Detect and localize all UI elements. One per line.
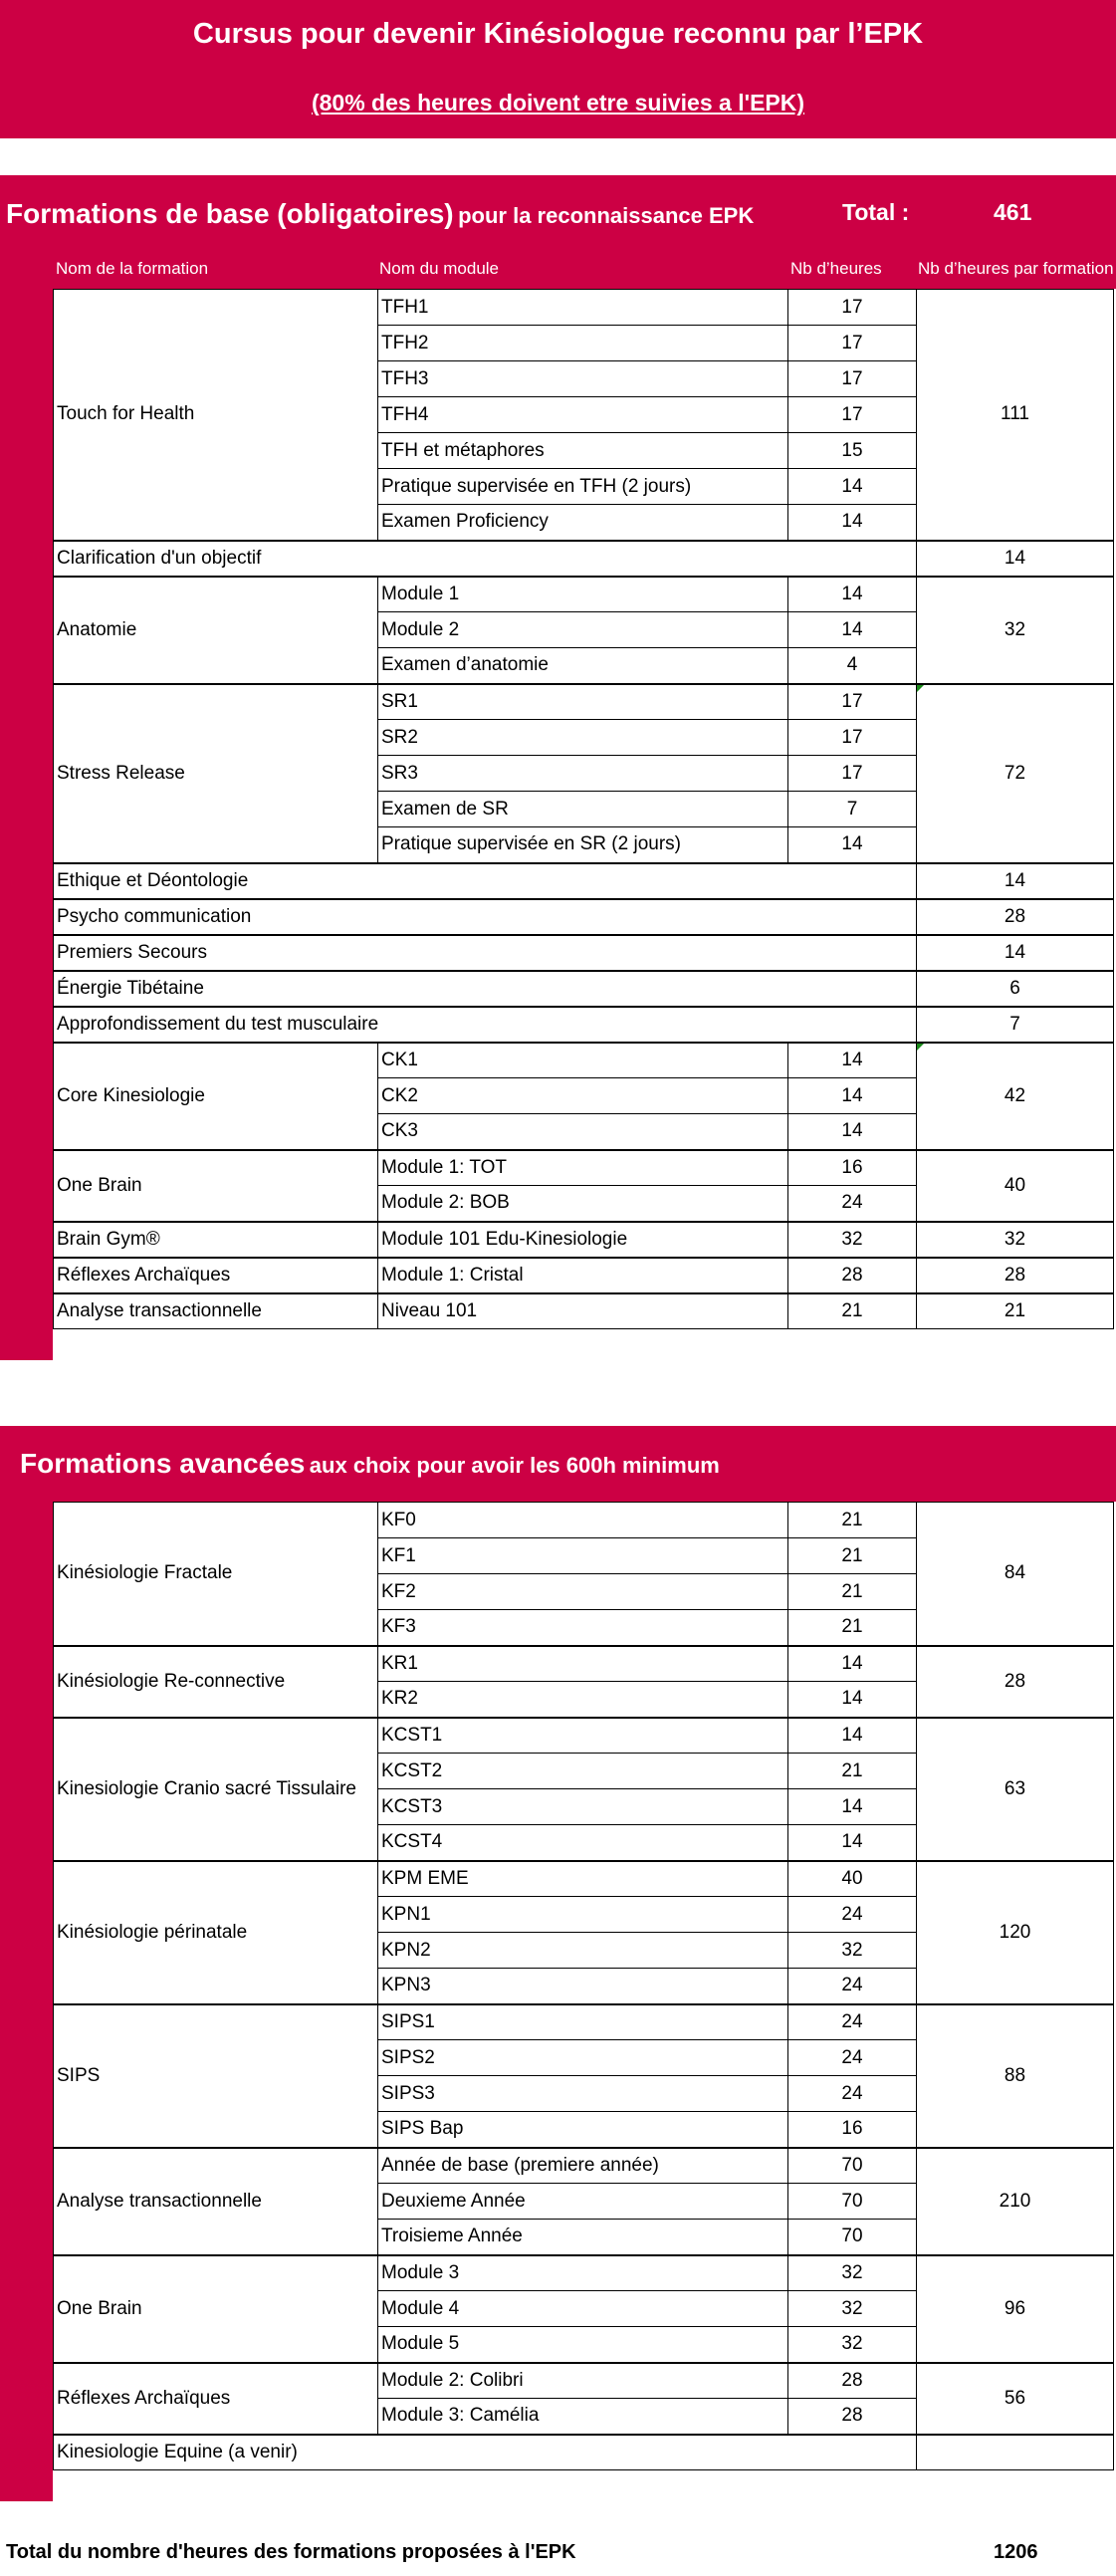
module-name: SR3 <box>378 756 788 792</box>
footer-total-value: 1206 <box>994 2541 1038 2563</box>
advanced-section-title <box>20 1448 720 1480</box>
footer-total-label: Total du nombre d'heures des formations proposées à l'EPK <box>6 2541 576 2563</box>
module-name: Module 1: Cristal <box>378 1258 788 1293</box>
module-hours: 15 <box>788 433 917 469</box>
formation-total: 111 <box>917 290 1114 541</box>
advanced-section <box>0 1426 1116 2501</box>
module-name: CK3 <box>378 1114 788 1150</box>
module-hours: 21 <box>788 1293 917 1329</box>
module-name: TFH3 <box>378 361 788 397</box>
formation-total: 84 <box>917 1503 1114 1646</box>
table-row <box>54 541 1114 577</box>
module-hours: 16 <box>788 2112 917 2148</box>
module-name: KF2 <box>378 1574 788 1610</box>
module-hours: 24 <box>788 2004 917 2040</box>
module-hours: 17 <box>788 290 917 326</box>
formation-total: 120 <box>917 1861 1114 2004</box>
module-name: KF1 <box>378 1538 788 1574</box>
formation-total: 210 <box>917 2148 1114 2255</box>
module-hours: 14 <box>788 612 917 648</box>
formation-total: 28 <box>917 1258 1114 1293</box>
module-name: Module 1: TOT <box>378 1150 788 1186</box>
module-hours: 14 <box>788 505 917 541</box>
formation-name: SIPS <box>54 2004 378 2148</box>
module-name: SIPS2 <box>378 2040 788 2076</box>
formation-name: Réflexes Archaïques <box>54 1258 378 1293</box>
module-hours: 14 <box>788 1078 917 1114</box>
module-hours: 14 <box>788 1114 917 1150</box>
module-hours: 21 <box>788 1754 917 1789</box>
table-row <box>54 1293 1114 1329</box>
formation-total: 32 <box>917 1222 1114 1258</box>
page-title: Cursus pour devenir Kinésiologue reconnu par l’EPK <box>192 18 924 50</box>
col-header-hours-per-formation: Nb d’heures par formation <box>918 259 1114 278</box>
page-subtitle: (80% des heures doivent etre suivies a l'EPK) <box>311 90 805 116</box>
formation-total: 14 <box>917 541 1114 577</box>
module-hours: 21 <box>788 1503 917 1538</box>
advanced-title-bold: Formations avancées <box>20 1448 306 1479</box>
module-name: TFH2 <box>378 326 788 361</box>
table-row <box>54 1718 1114 1754</box>
module-hours: 32 <box>788 1933 917 1969</box>
formation-name: Analyse transactionnelle <box>54 2148 378 2255</box>
formation-total: 7 <box>917 1007 1114 1043</box>
module-hours: 17 <box>788 397 917 433</box>
module-name: Module 3 <box>378 2255 788 2291</box>
base-total-value: 461 <box>994 199 1032 225</box>
formation-total: 28 <box>917 899 1114 935</box>
table-row <box>54 684 1114 720</box>
col-header-hours: Nb d’heures <box>790 259 882 278</box>
formation-name: Touch for Health <box>54 290 378 541</box>
module-hours: 7 <box>788 792 917 827</box>
module-hours: 14 <box>788 1789 917 1825</box>
formation-name: Core Kinesiologie <box>54 1043 378 1150</box>
formation-name: Kinesiologie Cranio sacré Tissulaire <box>54 1718 378 1861</box>
formation-total: 14 <box>917 935 1114 971</box>
table-row <box>54 971 1114 1007</box>
formation-name: Clarification d'un objectif <box>54 541 917 577</box>
module-name: KF3 <box>378 1610 788 1646</box>
module-name: SR2 <box>378 720 788 756</box>
formation-name: Psycho communication <box>54 899 917 935</box>
module-hours: 17 <box>788 326 917 361</box>
formation-name: One Brain <box>54 2255 378 2363</box>
module-name: KR2 <box>378 1682 788 1718</box>
module-name: CK1 <box>378 1043 788 1078</box>
module-hours: 24 <box>788 2076 917 2112</box>
col-header-formation: Nom de la formation <box>56 259 209 278</box>
module-name: KCST4 <box>378 1825 788 1861</box>
formation-name: Ethique et Déontologie <box>54 863 917 899</box>
module-name: TFH4 <box>378 397 788 433</box>
module-hours: 24 <box>788 2040 917 2076</box>
module-name: Niveau 101 <box>378 1293 788 1329</box>
formation-total: 63 <box>917 1718 1114 1861</box>
formation-name: Kinésiologie Fractale <box>54 1503 378 1646</box>
formation-total <box>917 2435 1114 2470</box>
module-name: Module 5 <box>378 2327 788 2363</box>
base-section <box>0 175 1116 1360</box>
formation-name: Approfondissement du test musculaire <box>54 1007 917 1043</box>
module-hours: 17 <box>788 720 917 756</box>
col-header-module: Nom du module <box>379 259 500 278</box>
formation-total: 21 <box>917 1293 1114 1329</box>
formation-name: Énergie Tibétaine <box>54 971 917 1007</box>
module-hours: 24 <box>788 1186 917 1222</box>
formation-total: 32 <box>917 577 1114 684</box>
module-hours: 21 <box>788 1574 917 1610</box>
table-row <box>54 1150 1114 1186</box>
module-hours: 70 <box>788 2148 917 2184</box>
formation-name: One Brain <box>54 1150 378 1222</box>
module-hours: 70 <box>788 2220 917 2255</box>
formation-name: Analyse transactionnelle <box>54 1293 378 1329</box>
module-hours: 21 <box>788 1538 917 1574</box>
module-hours: 14 <box>788 1043 917 1078</box>
module-name: SIPS1 <box>378 2004 788 2040</box>
module-name: KPN3 <box>378 1969 788 2004</box>
module-hours: 24 <box>788 1969 917 2004</box>
formation-name: Anatomie <box>54 577 378 684</box>
module-name: Module 4 <box>378 2291 788 2327</box>
module-hours: 14 <box>788 827 917 863</box>
table-row <box>54 935 1114 971</box>
module-hours: 17 <box>788 361 917 397</box>
module-name: Module 1 <box>378 577 788 612</box>
base-table <box>53 289 1114 1329</box>
base-left-band <box>0 175 53 1360</box>
advanced-title-rest: aux choix pour avoir les 600h minimum <box>309 1453 720 1478</box>
table-row <box>54 2435 1114 2470</box>
table-row <box>54 863 1114 899</box>
base-title-rest: pour la reconnaissance EPK <box>458 203 755 228</box>
formation-name: Stress Release <box>54 684 378 863</box>
formation-total: 72 <box>917 684 1114 863</box>
module-hours: 32 <box>788 2327 917 2363</box>
table-row <box>54 290 1114 326</box>
module-hours: 16 <box>788 1150 917 1186</box>
module-name: Module 101 Edu-Kinesiologie <box>378 1222 788 1258</box>
formation-total: 28 <box>917 1646 1114 1718</box>
advanced-table <box>53 1502 1114 2470</box>
module-name: TFH1 <box>378 290 788 326</box>
module-name: Examen d’anatomie <box>378 648 788 684</box>
table-row <box>54 1222 1114 1258</box>
base-section-title <box>6 198 754 230</box>
module-name: Module 2: Colibri <box>378 2363 788 2399</box>
module-name: KCST2 <box>378 1754 788 1789</box>
table-row <box>54 577 1114 612</box>
module-hours: 40 <box>788 1861 917 1897</box>
module-hours: 70 <box>788 2184 917 2220</box>
table-row <box>54 2004 1114 2040</box>
module-name: SIPS3 <box>378 2076 788 2112</box>
formation-total: 42 <box>917 1043 1114 1150</box>
module-name: KCST3 <box>378 1789 788 1825</box>
table-row <box>54 1043 1114 1078</box>
module-name: Module 2: BOB <box>378 1186 788 1222</box>
module-name: Pratique supervisée en SR (2 jours) <box>378 827 788 863</box>
module-name: SR1 <box>378 684 788 720</box>
table-row <box>54 1646 1114 1682</box>
module-hours: 24 <box>788 1897 917 1933</box>
module-hours: 4 <box>788 648 917 684</box>
module-name: Troisieme Année <box>378 2220 788 2255</box>
module-hours: 14 <box>788 1718 917 1754</box>
module-hours: 21 <box>788 1610 917 1646</box>
module-hours: 17 <box>788 756 917 792</box>
base-total-label: Total : <box>842 199 910 225</box>
base-title-bold: Formations de base (obligatoires) <box>6 198 454 229</box>
module-name: Année de base (premiere année) <box>378 2148 788 2184</box>
module-name: KPN1 <box>378 1897 788 1933</box>
module-name: KR1 <box>378 1646 788 1682</box>
module-name: Pratique supervisée en TFH (2 jours) <box>378 469 788 505</box>
formation-total: 40 <box>917 1150 1114 1222</box>
module-hours: 28 <box>788 2363 917 2399</box>
module-hours: 14 <box>788 1646 917 1682</box>
table-row <box>54 1258 1114 1293</box>
module-hours: 17 <box>788 684 917 720</box>
formation-name: Premiers Secours <box>54 935 917 971</box>
module-name: KCST1 <box>378 1718 788 1754</box>
formation-name: Kinesiologie Equine (a venir) <box>54 2435 917 2470</box>
formation-total: 6 <box>917 971 1114 1007</box>
module-hours: 14 <box>788 1682 917 1718</box>
table-row <box>54 1503 1114 1538</box>
formation-name: Kinésiologie périnatale <box>54 1861 378 2004</box>
page-header <box>0 0 1116 138</box>
formation-total: 14 <box>917 863 1114 899</box>
formation-name: Kinésiologie Re-connective <box>54 1646 378 1718</box>
module-name: KPN2 <box>378 1933 788 1969</box>
table-row <box>54 2255 1114 2291</box>
module-hours: 32 <box>788 2255 917 2291</box>
module-name: CK2 <box>378 1078 788 1114</box>
formation-name: Brain Gym® <box>54 1222 378 1258</box>
table-row <box>54 899 1114 935</box>
advanced-left-band <box>0 1426 53 2501</box>
formation-name: Réflexes Archaïques <box>54 2363 378 2435</box>
module-hours: 14 <box>788 469 917 505</box>
module-hours: 32 <box>788 2291 917 2327</box>
comment-marker-icon <box>917 1044 924 1051</box>
table-row <box>54 2363 1114 2399</box>
module-name: Deuxieme Année <box>378 2184 788 2220</box>
formation-total: 96 <box>917 2255 1114 2363</box>
module-hours: 14 <box>788 1825 917 1861</box>
comment-marker-icon <box>917 685 924 692</box>
module-name: Examen de SR <box>378 792 788 827</box>
table-row <box>54 1007 1114 1043</box>
module-hours: 14 <box>788 577 917 612</box>
module-name: KPM EME <box>378 1861 788 1897</box>
module-name: Module 2 <box>378 612 788 648</box>
module-hours: 28 <box>788 2399 917 2435</box>
module-name: Module 3: Camélia <box>378 2399 788 2435</box>
module-name: Examen Proficiency <box>378 505 788 541</box>
table-row <box>54 2148 1114 2184</box>
module-name: TFH et métaphores <box>378 433 788 469</box>
module-name: KF0 <box>378 1503 788 1538</box>
table-row <box>54 1861 1114 1897</box>
module-hours: 28 <box>788 1258 917 1293</box>
module-name: SIPS Bap <box>378 2112 788 2148</box>
module-hours: 32 <box>788 1222 917 1258</box>
formation-total: 56 <box>917 2363 1114 2435</box>
formation-total: 88 <box>917 2004 1114 2148</box>
